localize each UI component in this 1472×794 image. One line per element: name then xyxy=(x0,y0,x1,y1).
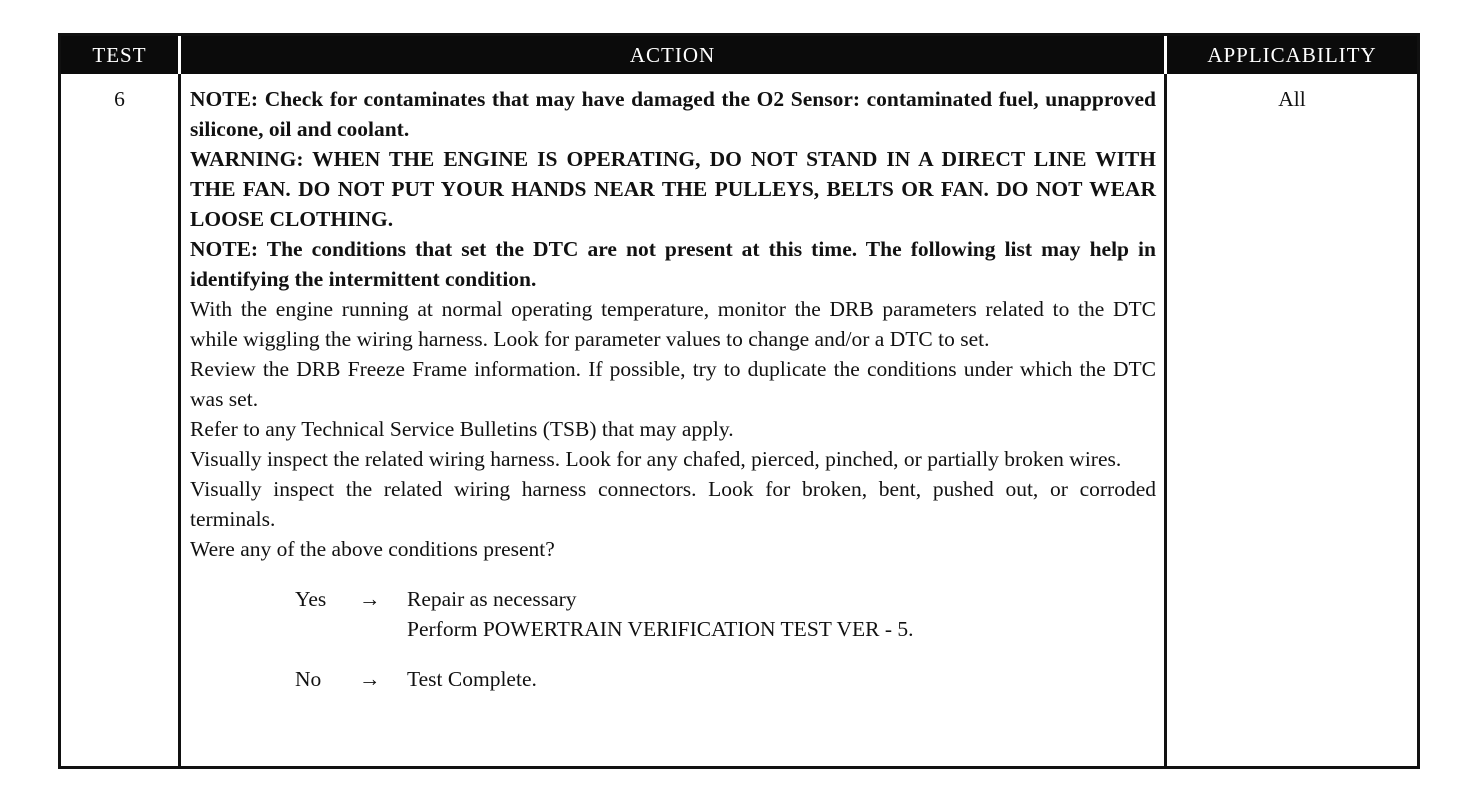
note-intermittent: NOTE: The conditions that set the DTC are not present at this time. The following list may help in identifying the intermittent condition. xyxy=(190,237,1156,291)
step-inspect-harness: Visually inspect the related wiring harness. Look for any chafed, pierced, pinched, or partially broken wires. xyxy=(190,447,1122,471)
warning-fan: WARNING: WHEN THE ENGINE IS OPERATING, DO NOT STAND IN A DIRECT LINE WITH THE FAN. DO NOT PUT YOUR HANDS NEAR THE PULLEYS, BELTS OR FAN. DO NOT WEAR LOOSE CLOTHING. xyxy=(190,147,1156,231)
question: Were any of the above conditions present? xyxy=(190,537,555,561)
arrow-icon: → xyxy=(359,587,381,611)
test-number: 6 xyxy=(114,87,125,111)
outcome-no-label: No xyxy=(295,667,322,691)
outcome-no xyxy=(295,664,1156,694)
outcome-no-line1: Test Complete. xyxy=(407,667,537,691)
header-applicability: APPLICABILITY xyxy=(1167,36,1417,74)
diagnostic-test-table xyxy=(58,33,1420,769)
action-cell xyxy=(181,74,1167,766)
outcome-yes-label: Yes xyxy=(295,587,327,611)
arrow-icon: → xyxy=(359,667,381,691)
header-action: ACTION xyxy=(181,36,1167,74)
test-number-cell xyxy=(61,74,181,766)
applicability-cell xyxy=(1167,74,1417,766)
outcome-yes-text xyxy=(407,584,1156,644)
step-monitor-parameters: With the engine running at normal operating temperature, monitor the DRB parameters related to the DTC while wiggling the wiring harness. Look for parameter values to change and/or a DTC to set. xyxy=(190,297,1156,351)
outcome-yes xyxy=(295,584,1156,644)
header-test: TEST xyxy=(61,36,181,74)
step-freeze-frame: Review the DRB Freeze Frame information. If possible, try to duplicate the conditions under which the DTC was set. xyxy=(190,357,1156,411)
step-inspect-connectors: Visually inspect the related wiring harness connectors. Look for broken, bent, pushed out, or corroded terminals. xyxy=(190,477,1156,531)
note-contaminates: NOTE: Check for contaminates that may have damaged the O2 Sensor: contaminated fuel, unapproved silicone, oil and coolant. xyxy=(190,87,1156,141)
applicability-value: All xyxy=(1278,87,1306,111)
outcome-yes-line2: Perform POWERTRAIN VERIFICATION TEST VER - 5. xyxy=(407,617,914,641)
step-tsb: Refer to any Technical Service Bulletins (TSB) that may apply. xyxy=(190,417,734,441)
outcome-yes-line1: Repair as necessary xyxy=(407,587,577,611)
